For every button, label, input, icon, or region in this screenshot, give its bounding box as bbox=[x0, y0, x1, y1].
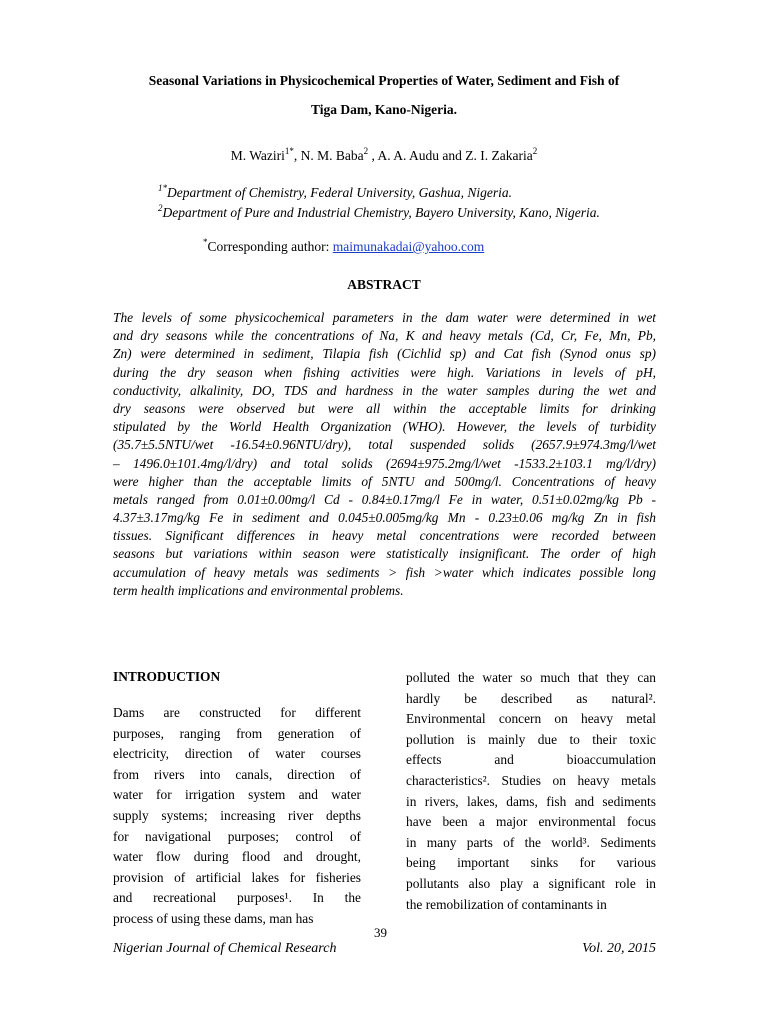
text-line: accumulation of heavy metals was sediments > fish >water which indicates possible long bbox=[113, 564, 656, 580]
text-line: and dry seasons while the concentrations of Na, K and heavy metals (Cd, Cr, Fe, Mn, Pb, bbox=[113, 328, 656, 344]
text-line: being important sinks for various bbox=[406, 855, 656, 871]
author-name: M. Waziri bbox=[230, 148, 285, 163]
corresponding-author bbox=[203, 237, 484, 257]
affiliation-mark: 1* bbox=[158, 182, 167, 193]
abstract-heading: ABSTRACT bbox=[347, 277, 421, 292]
affiliation-1 bbox=[158, 183, 718, 203]
author-list bbox=[100, 146, 668, 166]
introduction-heading: INTRODUCTION bbox=[113, 669, 221, 684]
text-line: and recreational purposes¹. In the bbox=[113, 890, 361, 906]
text-line: Dams are constructed for different bbox=[113, 705, 361, 720]
text-line: for navigational purposes; control of bbox=[113, 828, 361, 844]
author-separator: , bbox=[293, 148, 301, 163]
text-line: pollution is mainly due to their toxic bbox=[406, 731, 656, 747]
page-number: 39 bbox=[374, 925, 387, 940]
text-line: in rivers, lakes, dams, fish and sediments bbox=[406, 793, 656, 809]
text-line: – 1496.0±101.4mg/l/dry) and total solids (2694±975.2mg/l/wet -1533.2±103.1 mg/l/dry) bbox=[113, 455, 656, 471]
introduction-left-column bbox=[113, 668, 361, 930]
author-name: A. A. Audu and Z. I. Zakaria bbox=[377, 148, 533, 163]
text-line: metals ranged from 0.01±0.00mg/l Cd - 0.84±0.17mg/l Fe in water, 0.51±0.02mg/kg Pb - bbox=[113, 491, 656, 507]
affiliation-text: Department of Pure and Industrial Chemistry, Bayero University, Kano, Nigeria. bbox=[162, 205, 600, 220]
text-line: supply systems; increasing river depths bbox=[113, 807, 361, 823]
text-line: Zn) were determined in sediment, Tilapia fish (Cichlid sp) and Cat fish (Synod onus sp) bbox=[113, 346, 656, 362]
author-separator: , bbox=[368, 148, 378, 163]
text-line: the remobilization of contaminants in bbox=[406, 896, 607, 912]
text-line: were higher than the acceptable limits of 5NTU and 500mg/l. Concentrations of heavy bbox=[113, 473, 656, 489]
abstract-body bbox=[113, 309, 656, 600]
introduction-right-column bbox=[406, 668, 656, 915]
text-line: conductivity, alkalinity, DO, TDS and hardness in the water samples during the wet and bbox=[113, 382, 656, 398]
corresponding-label: Corresponding author: bbox=[207, 239, 333, 254]
author-name: N. M. Baba bbox=[300, 148, 364, 163]
footer-journal-name: Nigerian Journal of Chemical Research bbox=[113, 941, 337, 956]
affiliation-2 bbox=[158, 203, 718, 223]
text-line: stipulated by the World Health Organization (WHO). However, the levels of turbidity bbox=[113, 419, 656, 435]
affiliation-mark: 2 bbox=[158, 202, 163, 213]
text-line: (35.7±5.5NTU/wet -16.54±0.96NTU/dry), total suspended solids (2657.9±974.3mg/l/wet bbox=[113, 437, 656, 453]
affiliation-text: Department of Chemistry, Federal University, Gashua, Nigeria. bbox=[167, 185, 512, 200]
text-line: pollutants also play a significant role in bbox=[406, 875, 656, 891]
text-line: term health implications and environmental problems. bbox=[113, 582, 404, 598]
text-line: characteristics². Studies on heavy metals bbox=[406, 772, 656, 788]
introduction-left-text bbox=[113, 703, 361, 930]
corresponding-email-link[interactable]: maimunakadai@yahoo.com bbox=[332, 239, 485, 254]
text-line: purposes, ranging from generation of bbox=[113, 725, 361, 741]
text-line: effects and bioaccumulation bbox=[406, 752, 656, 768]
title-line-2: Tiga Dam, Kano-Nigeria. bbox=[311, 102, 457, 117]
text-line: The levels of some physicochemical parameters in the dam water were determined in wet bbox=[113, 310, 656, 325]
text-line: Environmental concern on heavy metal bbox=[406, 711, 656, 727]
text-line: process of using these dams, man has bbox=[113, 910, 314, 926]
text-line: during the dry season when fishing activities were high. Variations in levels of pH, bbox=[113, 364, 656, 380]
text-line: polluted the water so much that they can bbox=[406, 670, 656, 685]
paper-title bbox=[100, 66, 668, 124]
author-affiliation-mark: 2 bbox=[532, 145, 538, 156]
text-line: tissues. Significant differences in heavy metal concentrations were recorded between bbox=[113, 528, 656, 544]
affiliation-list bbox=[158, 183, 718, 223]
text-line: water for irrigation system and water bbox=[113, 787, 361, 803]
text-line: 4.37±3.17mg/kg Fe in sediment and 0.045±0.005mg/kg Mn - 0.23±0.06 mg/kg Zn in fish bbox=[113, 510, 656, 526]
text-line: have been a major environmental focus bbox=[406, 814, 656, 830]
text-line: in many parts of the world³. Sediments bbox=[406, 834, 656, 850]
text-line: seasons but variations within season were statistically insignificant. The order of high bbox=[113, 546, 656, 562]
text-line: electricity, direction of water courses bbox=[113, 746, 361, 762]
text-line: dry seasons were observed but were all within the acceptable limits for drinking bbox=[113, 400, 656, 416]
text-line: hardly be described as natural². bbox=[406, 690, 656, 706]
introduction-right-text bbox=[406, 668, 656, 915]
corresponding-mark: * bbox=[203, 236, 208, 247]
author-affiliation-mark: 2 bbox=[363, 145, 369, 156]
text-line: from rivers into canals, direction of bbox=[113, 766, 361, 782]
title-line-1: Seasonal Variations in Physicochemical Properties of Water, Sediment and Fish of bbox=[148, 73, 620, 88]
footer-volume: Vol. 20, 2015 bbox=[582, 941, 656, 956]
author-affiliation-mark: 1* bbox=[284, 145, 294, 156]
text-line: water flow during flood and drought, bbox=[113, 849, 361, 865]
text-line: provision of artificial lakes for fisheries bbox=[113, 869, 361, 885]
